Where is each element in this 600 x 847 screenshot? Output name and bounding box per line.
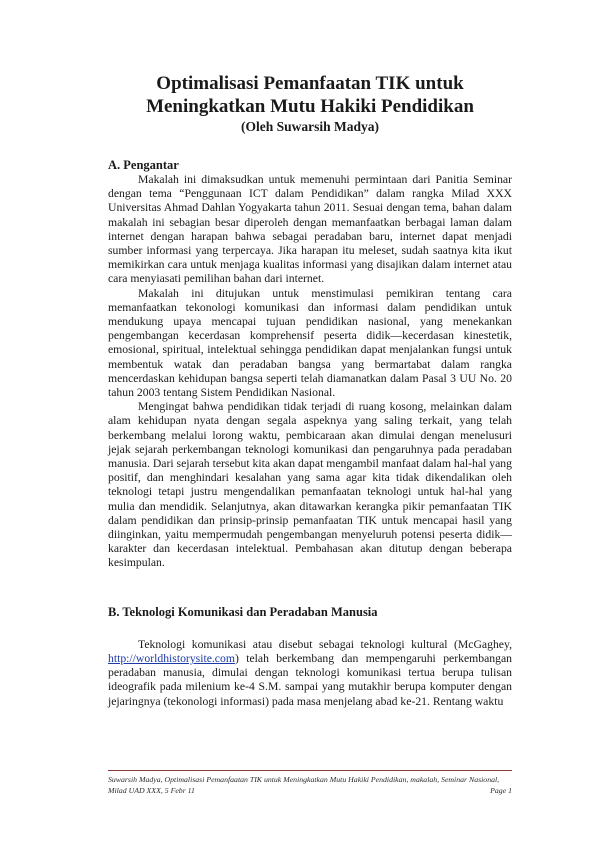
title-line-2: Meningkatkan Mutu Hakiki Pendidikan — [146, 96, 474, 117]
footer-citation-line-1: Suwarsih Madya, Optimalisasi Pemanfaatan TIK untuk Meningkatkan Mutu Hakiki Pendidikan, makalah, Seminar Nasional, — [108, 775, 500, 784]
paragraph-4 — [108, 638, 512, 709]
worldhistory-link[interactable]: http://worldhistorysite.com — [108, 651, 235, 665]
footer-citation-date: Milad UAD XXX, 5 Febr 11 — [108, 785, 195, 795]
page-footer — [108, 770, 512, 796]
author-line: (Oleh Suwarsih Madya) — [240, 119, 379, 134]
paragraph-1: Makalah ini dimaksudkan untuk memenuhi permintaan dari Panitia Seminar dengan tema “Penggunaan ICT dalam Pendidikan” dalam rangka Milad XXX Universitas Ahmad Dahlan Yogyakarta tahun 2011. Sesuai dengan tema, bahan dalam makalah ini sebagian besar diperoleh dengan memanfaatkan berbagai laman dalam internet dengan harapan bahwa sebagai peradaban baru, internet dapat menjadi sumber informasi yang terpercaya. Jika harapan itu meleset, sudah saatnya kita ikut memikirkan cara untuk menjaga kualitas informasi yang disajikan dalam internet atau cara menyiasati pemilihan bahan dari internet. — [108, 173, 512, 286]
section-a-heading: A. Pengantar — [108, 158, 179, 172]
paragraph-4-start: Teknologi komunikasi atau disebut sebagai teknologi kultural (McGaghey, — [138, 637, 512, 651]
title-line-1: Optimalisasi Pemanfaatan TIK untuk — [156, 73, 464, 94]
document-title — [108, 72, 512, 118]
section-b-heading: B. Teknologi Komunikasi dan Peradaban Manusia — [108, 604, 378, 619]
paragraph-4-end: ) telah berkembang dan mempengaruhi perkembangan peradaban manusia, dimulai dengan teknologi komunikasi tertua berupa tulisan ideografik pada milenium ke-4 S.M. sampai yang mutakhir berupa komputer dengan jejaringnya (tekonologi informasi) pada masa menjelang abad ke-21. Rentang waktu — [108, 651, 512, 708]
paragraph-3: Mengingat bahwa pendidikan tidak terjadi di ruang kosong, melainkan dalam alam kehidupan nyata dengan segala aspeknya yang saling terkait, yang telah berkembang melalui lorong waktu, pembicaraan akan dimulai dengan menelusuri jejak sejarah perkembangan teknologi komunikasi dan pengaruhnya pada peradaban manusia. Dari sejarah tersebut kita akan dapat mengambil manfaat dalam hal-hal yang positif, dan menghindari kesalahan yang sama agar kita tidak dikendalikan oleh teknologi tetapi justru mengendalikan pemanfaatan teknologi untuk hal-hal yang mulia dan mendidik. Selanjutnya, akan ditawarkan kerangka pikir pemanfaatan TIK dalam pendidikan dan prinsip-prinsip pemanfaatan TIK untuk mencapai hasil yang diinginkan, yaitu mempermudah pengembangan menyeluruh potensi peserta didik—karakter dan kecerdasan intelektual. Pembahasan akan ditutup dengan beberapa kesimpulan. — [108, 400, 512, 570]
page-number: Page 1 — [490, 785, 512, 795]
footer-citation-line-2 — [108, 786, 512, 797]
paragraph-2: Makalah ini ditujukan untuk menstimulasi pemikiran tentang cara memanfaatkan tekonologi komunikasi dan informasi dalam pendidikan untuk mendukung upaya mencapai tujuan pendidikan nasional, yang menekankan pengembangan kecerdasan komprehensif peserta didik—kecerdasan kinestetik, emosional, spiritual, intelektual sehingga pendidikan dapat menjalankan fungsi untuk membentuk watak dan peradaban bangsa yang bermartabat dalam rangka mencerdaskan kehidupan bangsa seperti telah diamanatkan dalam Pasal 3 UU No. 20 tahun 2003 tentang Sistem Pendidikan Nasional. — [108, 286, 512, 400]
document-page — [0, 72, 600, 847]
